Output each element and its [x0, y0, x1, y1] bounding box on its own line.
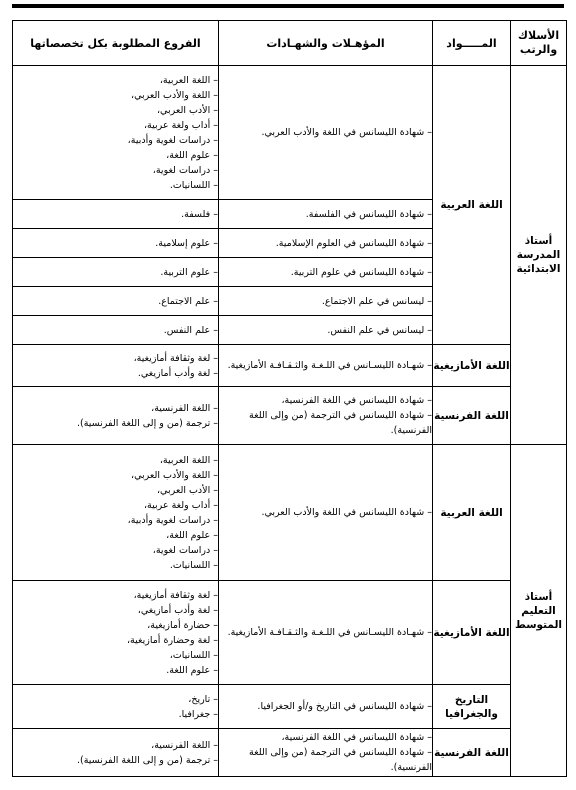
header-ranks: الأسلاك والرتب [511, 21, 567, 66]
branches-primary-amazigh [13, 345, 219, 387]
branches-primary-arabic-1 [13, 66, 219, 200]
list-item: – جغرافيا. [178, 708, 218, 720]
qual-primary-sociology: – ليسانس في علم الاجتماع. [219, 287, 433, 316]
list-item: – اللغة العربية، [159, 454, 218, 466]
table-row [13, 581, 567, 685]
rank-primary: أستاذ المدرسة الابتدائية [511, 66, 567, 445]
qual-middle-amazigh [219, 581, 433, 685]
list-item: – دراسات لغوية وأدبية، [127, 514, 218, 526]
branch-primary-islamic: – علوم إسلامية. [13, 229, 219, 258]
branch-primary-education: – علوم التربية. [13, 258, 219, 287]
branches-middle-history [13, 685, 219, 729]
list-item: – أداب ولغة عربية، [143, 119, 218, 131]
list-item: – اللغة الفرنسية، [151, 402, 218, 414]
list-item: – اللغة العربية، [159, 74, 218, 86]
list-item: – علوم اللغة، [166, 149, 218, 161]
list-item: – لغة وأدب أمازيغي. [137, 367, 218, 379]
table-row [13, 387, 567, 445]
subject-middle-french: اللغة الفرنسية [433, 729, 511, 777]
header-branches: الفروع المطلوبة بكل تخصصاتها [13, 21, 219, 66]
branches-middle-amazigh [13, 581, 219, 685]
qual-primary-psychology: – ليسانس في علم النفس. [219, 316, 433, 345]
list-item: – اللغة الفرنسية، [151, 739, 218, 751]
rank-middle: أستاذ التعليم المتوسط [511, 445, 567, 777]
subject-primary-amazigh: اللغة الأمازيغية [433, 345, 511, 387]
qual-text: – شهادة الليسانس في الترجمة (من وإلى اللغة الفرنسية). [249, 410, 432, 436]
header-subject: المـــــواد [433, 21, 511, 66]
qual-primary-philosophy: – شهادة الليسانس في الفلسفة. [219, 200, 433, 229]
list-item: – دراسات لغوية، [152, 544, 218, 556]
qual-primary-education: – شهادة الليسانس في علوم التربية. [219, 258, 433, 287]
table-row [13, 66, 567, 200]
branch-primary-sociology: – علم الاجتماع. [13, 287, 219, 316]
subject-middle-history: التاريخ والجغرافيا [433, 685, 511, 729]
qual-text: – شهادة الليسانس في اللغة الفرنسية، [281, 732, 432, 743]
list-item: – اللسانيات. [169, 179, 218, 191]
qual-primary-arabic-1: – شهادة الليسانس في اللغة والأدب العربي. [219, 66, 433, 200]
subject-middle-amazigh: اللغة الأمازيغية [433, 581, 511, 685]
table-row [13, 445, 567, 581]
header-qualifications: المؤهـلات والشهـادات [219, 21, 433, 66]
list-item: – أداب ولغة عربية، [143, 499, 218, 511]
qual-text: – شهـادة الليسـانس في اللـغـة والثـقـافـة الأمازيغية. [227, 627, 432, 638]
qual-primary-islamic: – شهادة الليسانس في العلوم الإسلامية. [219, 229, 433, 258]
table-row [13, 685, 567, 729]
list-item: – علوم اللغة. [166, 664, 218, 676]
branch-primary-psychology: – علم النفس. [13, 316, 219, 345]
list-item: – لغة وثقافة أمازيغية، [133, 352, 218, 364]
list-item: – علوم اللغة، [166, 529, 218, 541]
list-item: – لغة وثقافة أمازيغية، [133, 589, 218, 601]
subject-middle-arabic: اللغة العربية [433, 445, 511, 581]
list-item: – لغة وحضارة أمازيغية، [126, 634, 218, 646]
qual-primary-amazigh [219, 345, 433, 387]
list-item: – ترجمة (من و إلى اللغة الفرنسية). [76, 754, 218, 766]
qual-middle-arabic: – شهادة الليسانس في اللغة والأدب العربي. [219, 445, 433, 581]
table-row [13, 729, 567, 777]
qualifications-table [12, 20, 567, 777]
list-item: – اللسانيات. [169, 559, 218, 571]
qual-text: – شهادة الليسانس في اللغة الفرنسية، [281, 395, 432, 406]
branches-primary-french [13, 387, 219, 445]
top-rule [12, 4, 564, 8]
qual-middle-history: – شهادة الليسانس في التاريخ و/أو الجغرافيا. [219, 685, 433, 729]
list-item: – اللغة والأدب العربي، [131, 89, 218, 101]
list-item: – الأدب العربي، [156, 104, 218, 116]
qual-middle-french [219, 729, 433, 777]
table-header-row [13, 21, 567, 66]
branches-middle-french [13, 729, 219, 777]
list-item: – الأدب العربي، [156, 484, 218, 496]
subject-primary-arabic: اللغة العربية [433, 66, 511, 345]
branch-primary-philosophy: – فلسفة. [13, 200, 219, 229]
qual-primary-french [219, 387, 433, 445]
list-item: – اللغة والأدب العربي، [131, 469, 218, 481]
subject-primary-french: اللغة الفرنسية [433, 387, 511, 445]
list-item: – حضارة أمازيغية، [147, 619, 218, 631]
list-item: – ترجمة (من و إلى اللغة الفرنسية). [76, 417, 218, 429]
branches-middle-arabic [13, 445, 219, 581]
list-item: – لغة وأدب أمازيغي، [137, 604, 218, 616]
list-item: – دراسات لغوية وأدبية، [127, 134, 218, 146]
list-item: – اللسانيات، [169, 649, 218, 661]
list-item: – تاريخ، [188, 693, 218, 705]
list-item: – دراسات لغوية، [152, 164, 218, 176]
table-row [13, 345, 567, 387]
qual-text: – شهـادة الليسـانس في اللـغـة والثـقـافـة الأمازيغية. [227, 360, 432, 371]
qual-text: – شهادة الليسانس في الترجمة (من وإلى اللغة الفرنسية). [249, 747, 432, 773]
